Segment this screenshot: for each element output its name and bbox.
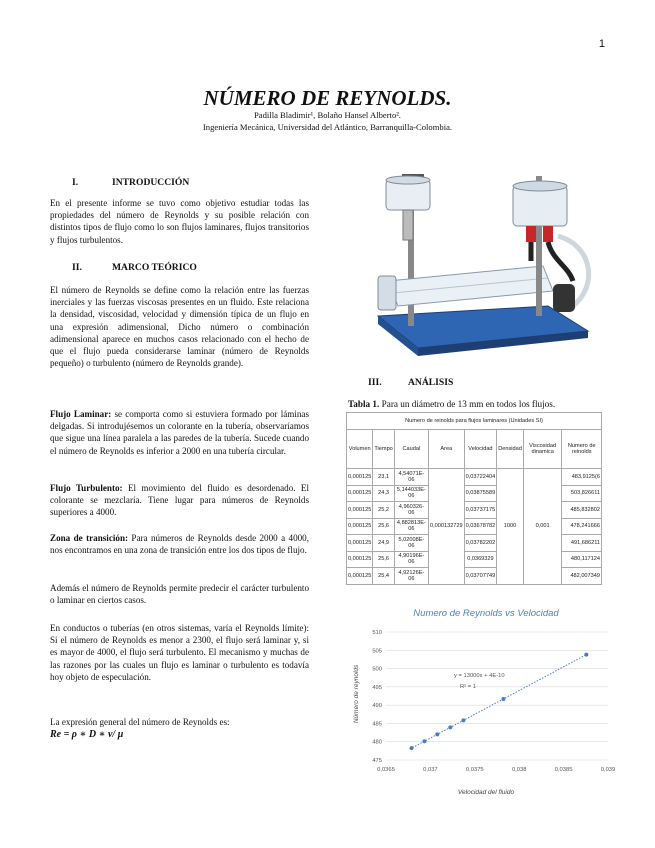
cell-velocity: 0,0369329 [464, 551, 497, 568]
cell-reynolds: 482,007349 [562, 568, 602, 585]
table-caption-text: Para un diámetro de 13 mm en todos los flujos. [379, 399, 556, 409]
cell-volume: 0,000125 [347, 518, 373, 535]
cell-flow: 4,882813E-06 [394, 518, 428, 535]
table-header: Numero de reinolds [562, 430, 602, 469]
cell-reynolds: 478,241666 [562, 518, 602, 535]
intro-paragraph: En el presente informe se tuvo como objetivo estudiar todas las propiedades del número de Reynolds y su posible relación con distintos tipos de flujo como lo son flujos laminares, flujos transitorios y flujos turbulentos. [50, 198, 309, 245]
table-header: Velocidad [464, 430, 497, 469]
section-heading-analisis [368, 377, 453, 388]
turbulent-label: Flujo Turbulento: [50, 483, 123, 493]
cell-volume: 0,000125 [347, 502, 373, 519]
expression-intro: La expresión general del número de Reynolds es: [50, 717, 230, 727]
cell-time: 25,2 [373, 502, 394, 519]
cell-time: 24,3 [373, 485, 394, 502]
table-header: Volumen [347, 430, 373, 469]
reynolds-table [346, 412, 602, 585]
table-row [347, 502, 602, 519]
cell-area: 0,000132729 [428, 469, 464, 585]
chart-grid [386, 632, 608, 760]
section-number: III. [368, 377, 382, 388]
table-row [347, 535, 602, 552]
y-axis-ticks [372, 630, 382, 764]
x-tick-label: 0,0385 [554, 767, 573, 773]
data-point [461, 718, 465, 722]
cell-velocity: 0,03782202 [464, 535, 497, 552]
cell-time: 24,9 [373, 535, 394, 552]
table-row [347, 485, 602, 502]
cell-time: 25,6 [373, 518, 394, 535]
reynolds-formula: Re = ρ ∗ D ∗ v/ μ [50, 729, 124, 740]
table-row [347, 469, 602, 486]
x-tick-label: 0,0365 [377, 767, 395, 773]
y-tick-label: 500 [372, 666, 382, 673]
table-row [347, 568, 602, 585]
cell-velocity: 0,03707749 [464, 568, 497, 585]
section-title: INTRODUCCIÓN [112, 177, 190, 188]
cell-reynolds: 483,9125(6 [562, 469, 602, 486]
y-tick-label: 485 [372, 721, 382, 728]
x-tick-label: 0,037 [423, 767, 438, 773]
cell-velocity: 0,03678782 [464, 518, 497, 535]
cell-velocity: 0,03875589 [464, 485, 497, 502]
data-points [410, 653, 589, 751]
section-title: ANÁLISIS [408, 377, 454, 388]
cell-density: 1000 [497, 469, 524, 585]
y-tick-label: 480 [372, 739, 382, 746]
cell-volume: 0,000125 [347, 551, 373, 568]
table-header: Caudal [394, 430, 428, 469]
cell-reynolds: 485,832802 [562, 502, 602, 519]
cell-flow: 5,144033E-06 [394, 485, 428, 502]
section-heading-marco [72, 262, 197, 273]
cell-flow: 4,90196E-06 [394, 551, 428, 568]
cell-volume: 0,000125 [347, 568, 373, 585]
data-point [435, 732, 439, 736]
table-title: Numero de reinolds para flujos laminares (Unidades SI) [347, 413, 602, 430]
chart-title: Numero de Reynolds vs Velocidad [413, 608, 559, 619]
table-header: Densidad [497, 430, 524, 469]
cell-time: 25,4 [373, 568, 394, 585]
r-squared: R² = 1 [460, 684, 476, 690]
cell-flow: 4,54071E-06 [394, 469, 428, 486]
limits-paragraph: En conductos o tuberías (en otros sistemas, varía el Reynolds límite): Si el número de Reynolds es menor a 2300, el flujo será laminar y, si es mayor de 4000, el flujo será turbulento. El mecanismo y muchas de las razones por las cuales un flujo es laminar o turbulento es todavía hoy objeto de especulación. [50, 623, 309, 682]
cell-reynolds: 491,686211 [562, 535, 602, 552]
transition-label: Zona de transición: [50, 533, 129, 543]
y-tick-label: 510 [372, 630, 382, 636]
reynolds-velocity-chart [346, 602, 626, 802]
cell-flow: 4,960326-06 [394, 502, 428, 519]
cell-viscosity: 0,001 [523, 469, 562, 585]
data-point [448, 725, 452, 729]
apparatus-photo [348, 166, 601, 366]
trendline-equation: y = 13000x + 4E-10 [454, 673, 505, 679]
page-number: 1 [598, 38, 605, 50]
table-header: Viscosidad dinamica [523, 430, 562, 469]
transition-paragraph [50, 532, 309, 556]
turbulent-text: El movimiento del fluido es desordenado. El colorante se mezclaría. Tiene lugar para números de Reynolds superiores a 4000. [50, 483, 309, 518]
predict-paragraph: Además el número de Reynolds permite predecir el carácter turbulento o laminar en ciertos casos. [50, 583, 309, 606]
table-row [347, 518, 602, 535]
table-caption [348, 399, 555, 409]
affiliation: Ingeniería Mecánica, Universidad del Atlántico, Barranquilla-Colombia. [202, 122, 453, 132]
cell-volume: 0,000125 [347, 535, 373, 552]
table-row [347, 551, 602, 568]
x-tick-label: 0,0375 [465, 767, 484, 773]
authors: Padilla Bladimir¹, Bolaño Hansel Alberto². [254, 110, 401, 120]
cell-reynolds: 480,117124 [562, 551, 602, 568]
marco-paragraph: El número de Reynolds se define como la relación entre las fuerzas inerciales y las fuerzas viscosas presentes en un fluido. Este relaciona la densidad, viscosidad, velocidad y dimensión típica de un flujo en una expresión adimensional, Dicho número o combinación adimensional aparece en muchos casos relacionado con el hecho de que el flujo pueda considerarse laminar (número de Reynolds pequeño) o turbulento (número de Reynolds grande). [50, 285, 309, 369]
laminar-paragraph [50, 408, 309, 457]
y-tick-label: 505 [372, 648, 382, 655]
cell-velocity: 0,03737175 [464, 502, 497, 519]
cell-flow: 4,92126E-06 [394, 568, 428, 585]
data-point [501, 697, 505, 701]
table-caption-label: Tabla 1. [348, 399, 380, 409]
section-number: II. [72, 262, 82, 273]
transition-text: Para números de Reynolds desde 2000 a 4000, nos encontramos en una zona de transición entre los dos tipos de flujo. [50, 533, 309, 556]
x-axis-ticks [377, 767, 615, 773]
section-number: I. [72, 177, 79, 188]
data-point [584, 653, 588, 657]
cell-time: 23,1 [373, 469, 394, 486]
table-header: Tiempo [373, 430, 394, 469]
y-tick-label: 490 [372, 703, 382, 710]
x-axis-label: Velocidad del fluido [457, 789, 515, 796]
section-heading-introduccion [72, 177, 189, 188]
section-title: MARCO TEÓRICO [112, 262, 197, 273]
y-tick-label: 475 [372, 758, 382, 764]
cell-reynolds: 503,826611 [562, 485, 602, 502]
cell-velocity: 0,03722404 [464, 469, 497, 486]
turbulent-paragraph [50, 482, 309, 519]
cell-flow: 5,02008E-06 [394, 535, 428, 552]
table-header: Area [428, 430, 464, 469]
paper-title: NÚMERO DE REYNOLDS. [203, 86, 452, 110]
data-point [422, 739, 426, 743]
y-tick-label: 495 [372, 684, 382, 691]
laminar-text: se comporta como si estuviera formado por láminas delgadas. Si introdujésemos un colorante en la tubería, observaríamos que sigue una línea paralela a las paredes de la tubería. Sucede cuando el número de Reynolds es inferior a 2000 en una tubería circular. [50, 409, 309, 456]
y-axis-label: Número de reynolds [353, 664, 360, 724]
data-point [410, 746, 414, 750]
cell-volume: 0,000125 [347, 485, 373, 502]
cell-volume: 0,000125 [347, 469, 373, 486]
cell-time: 25,6 [373, 551, 394, 568]
laminar-label: Flujo Laminar: [50, 409, 112, 419]
x-tick-label: 0,039 [600, 767, 616, 773]
x-tick-label: 0,038 [511, 767, 527, 773]
